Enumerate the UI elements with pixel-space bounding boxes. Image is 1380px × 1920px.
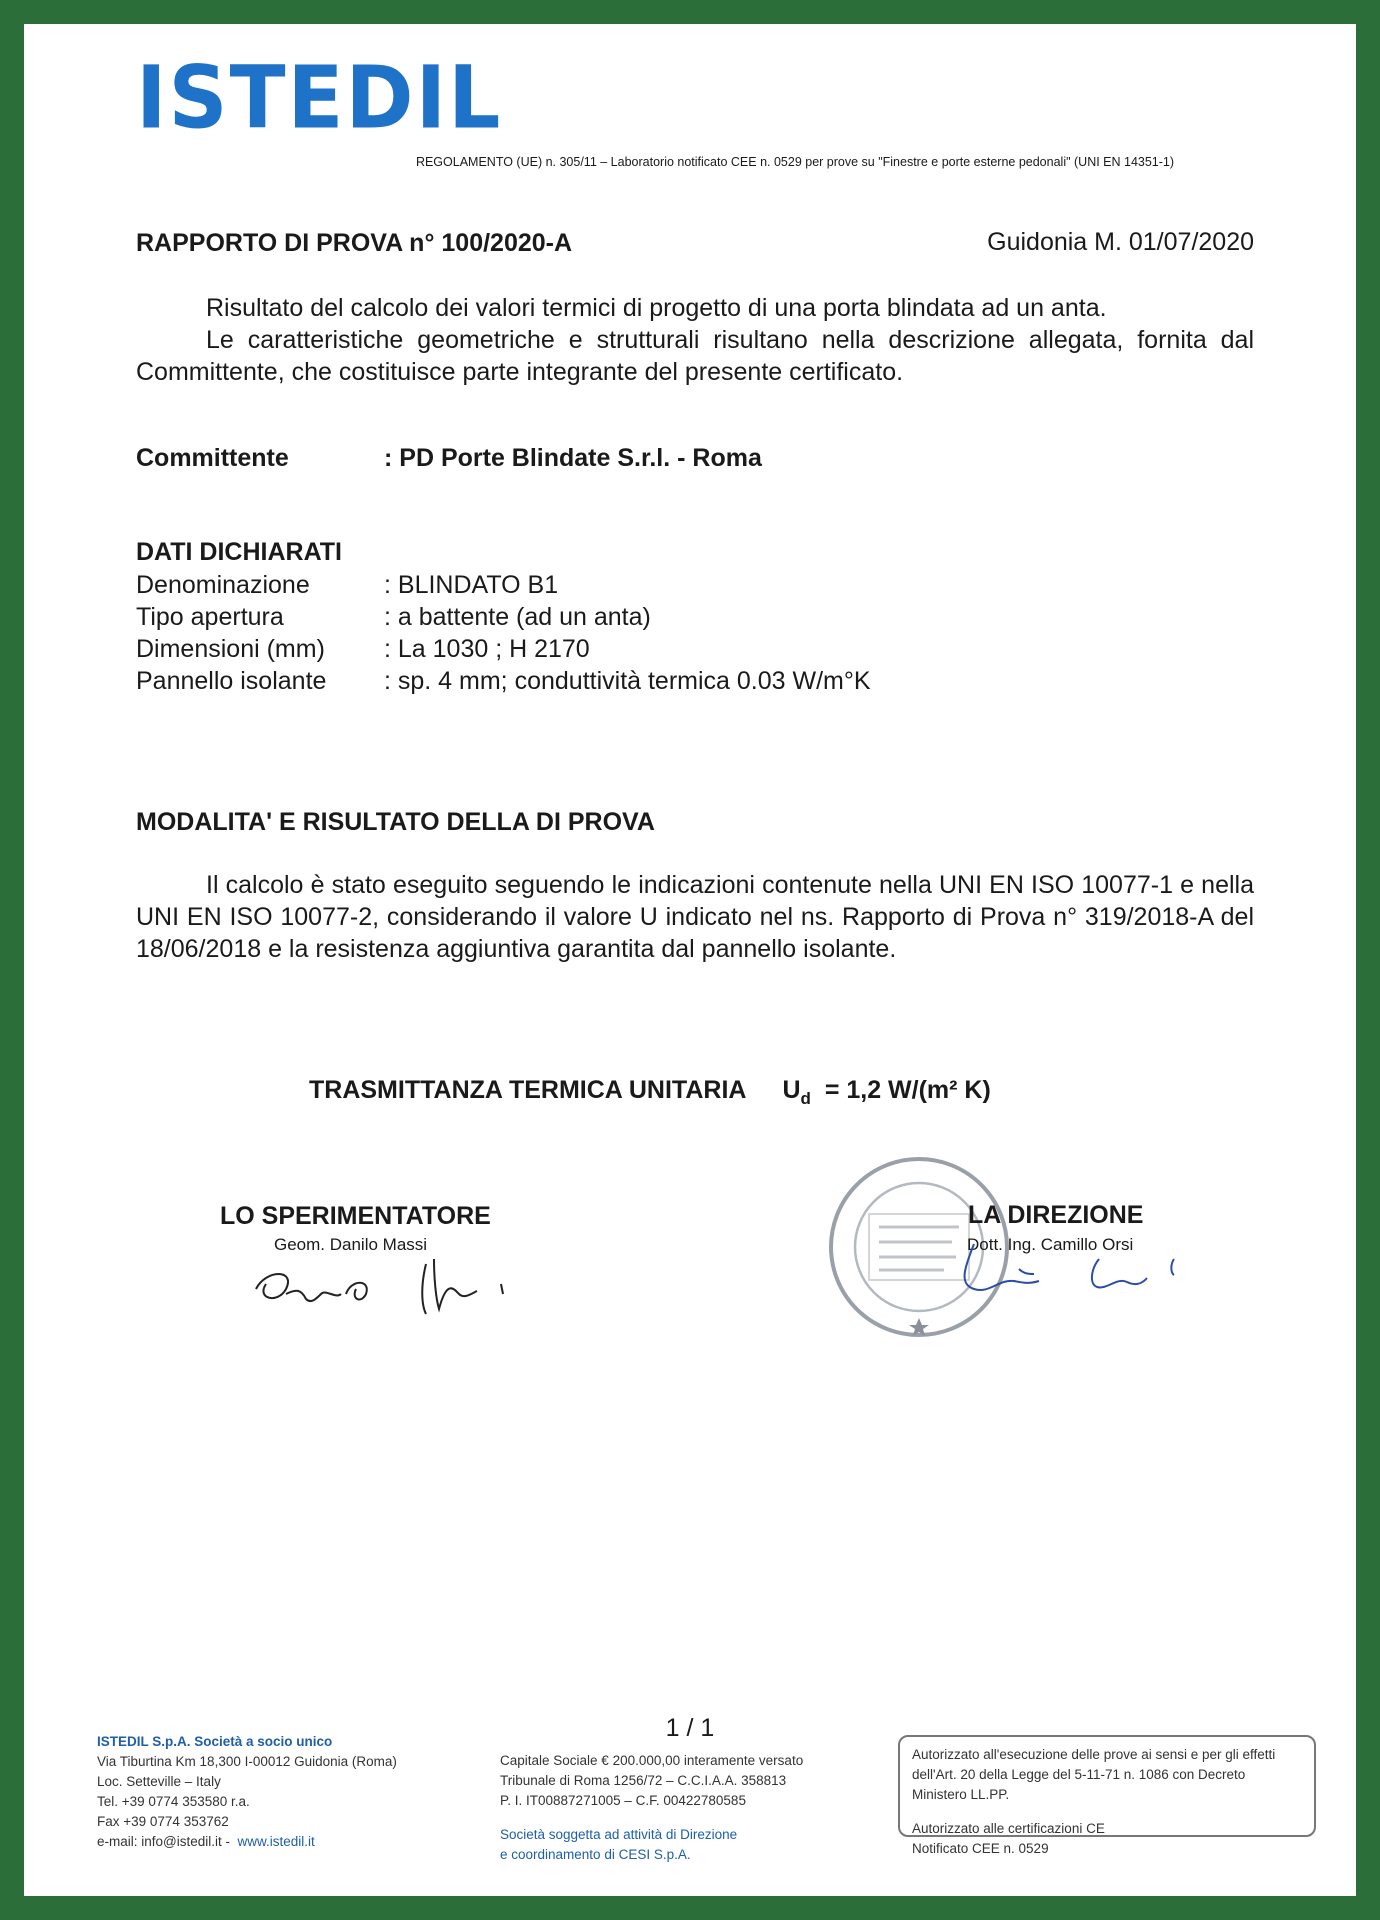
dati-value: : sp. 4 mm; conduttività termica 0.03 W/m°K [384,667,871,695]
result-label: TRASMITTANZA TERMICA UNITARIA [309,1076,747,1104]
result-subscript: d [800,1089,811,1108]
footer-auth-1: Autorizzato all'esecuzione delle prove ai sensi e per gli effetti dell'Art. 20 della Legge del 5-11-71 n. 1086 con Decreto Ministero LL.PP. [912,1747,1276,1802]
dati-label: Tipo apertura [136,603,284,631]
direzione-name: Dott. Ing. Camillo Orsi [967,1235,1134,1254]
footer-tel: Tel. +39 0774 353580 r.a. [97,1794,250,1809]
footer-legal-info [500,1751,803,1865]
footer-soggetta-1: Società soggetta ad attività di Direzione [500,1827,738,1842]
footer-company-info [97,1732,397,1852]
dati-row [136,601,871,633]
footer-auth-2: Autorizzato alle certificazioni CE [912,1821,1105,1836]
dati-row [136,569,871,601]
result-line [309,1076,991,1109]
committente-row [136,442,762,474]
direzione-title: LA DIREZIONE [968,1201,1144,1229]
dati-value: : a battente (ad un anta) [384,603,651,631]
footer-company: ISTEDIL S.p.A. Società a socio unico [97,1734,333,1749]
footer-contacts: e-mail: info@istedil.it - www.istedil.it [97,1834,315,1849]
committente-label: Committente [136,444,289,472]
footer-loc: Loc. Setteville – Italy [97,1774,221,1789]
footer-email: e-mail: info@istedil.it [97,1834,222,1849]
sperimentatore-signature-icon [246,1249,546,1319]
modalita-text: Il calcolo è stato eseguito seguendo le indicazioni contenute nella UNI EN ISO 10077-1 e nella UNI EN ISO 10077-2, considerando il valore U indicato nel ns. Rapporto di Prova n° 319/2018-A del 18/06/2018 e la resistenza aggiuntiva garantita dal pannello isolante. [136,871,1254,963]
modalita-heading: MODALITA' E RISULTATO DELLA DI PROVA [136,808,655,836]
footer-address: Via Tiburtina Km 18,300 I-00012 Guidonia (Roma) [97,1754,397,1769]
report-date: Guidonia M. 01/07/2020 [987,228,1254,256]
footer-capitale: Capitale Sociale € 200.000,00 interamente versato [500,1753,804,1768]
dati-value: : BLINDATO B1 [384,571,559,599]
dati-label: Pannello isolante [136,667,327,695]
committente-value: : PD Porte Blindate S.r.l. - Roma [384,444,762,472]
sperimentatore-title: LO SPERIMENTATORE [220,1202,491,1230]
intro-line-2: Le caratteristiche geometriche e strutturali risultano nella descrizione allegata, fornita dal Committente, che costituisce parte integrante del presente certificato. [136,326,1254,386]
result-symbol: U [782,1076,801,1104]
dati-list [136,569,871,697]
dati-label: Dimensioni (mm) [136,635,325,663]
dati-heading: DATI DICHIARATI [136,538,342,566]
result-value: = 1,2 W/(m² K) [824,1076,991,1104]
document-page [24,24,1356,1896]
direzione-signature-icon [944,1239,1204,1309]
footer-auth-3: Notificato CEE n. 0529 [912,1841,1049,1856]
footer-fax: Fax +39 0774 353762 [97,1814,229,1829]
dati-row [136,665,871,697]
page-number: 1 / 1 [665,1714,715,1742]
report-title: RAPPORTO DI PROVA n° 100/2020-A [136,229,573,257]
regulation-line: REGOLAMENTO (UE) n. 305/11 – Laboratorio notificato CEE n. 0529 per prove su "Finestre e porte esterne pedonali" (UNI EN 14351-1) [415,155,1175,169]
intro-line-1: Risultato del calcolo dei valori termici di progetto di una porta blindata ad un anta. [206,294,1107,322]
footer-tribunale: Tribunale di Roma 1256/72 – C.C.I.A.A. 358813 [500,1773,787,1788]
footer-piva: P. I. IT00887271005 – C.F. 00422780585 [500,1793,746,1808]
intro-paragraph [136,292,1254,388]
dati-value: : La 1030 ; H 2170 [384,635,590,663]
dati-label: Denominazione [136,571,310,599]
footer-authorization-box [898,1735,1316,1856]
modalita-paragraph [136,869,1254,965]
istedil-logo: ISTEDIL [136,48,503,149]
sperimentatore-name: Geom. Danilo Massi [274,1235,428,1254]
dati-row [136,633,871,665]
footer-website-link[interactable]: www.istedil.it [237,1834,315,1849]
footer-soggetta-2: e coordinamento di CESI S.p.A. [500,1847,691,1862]
